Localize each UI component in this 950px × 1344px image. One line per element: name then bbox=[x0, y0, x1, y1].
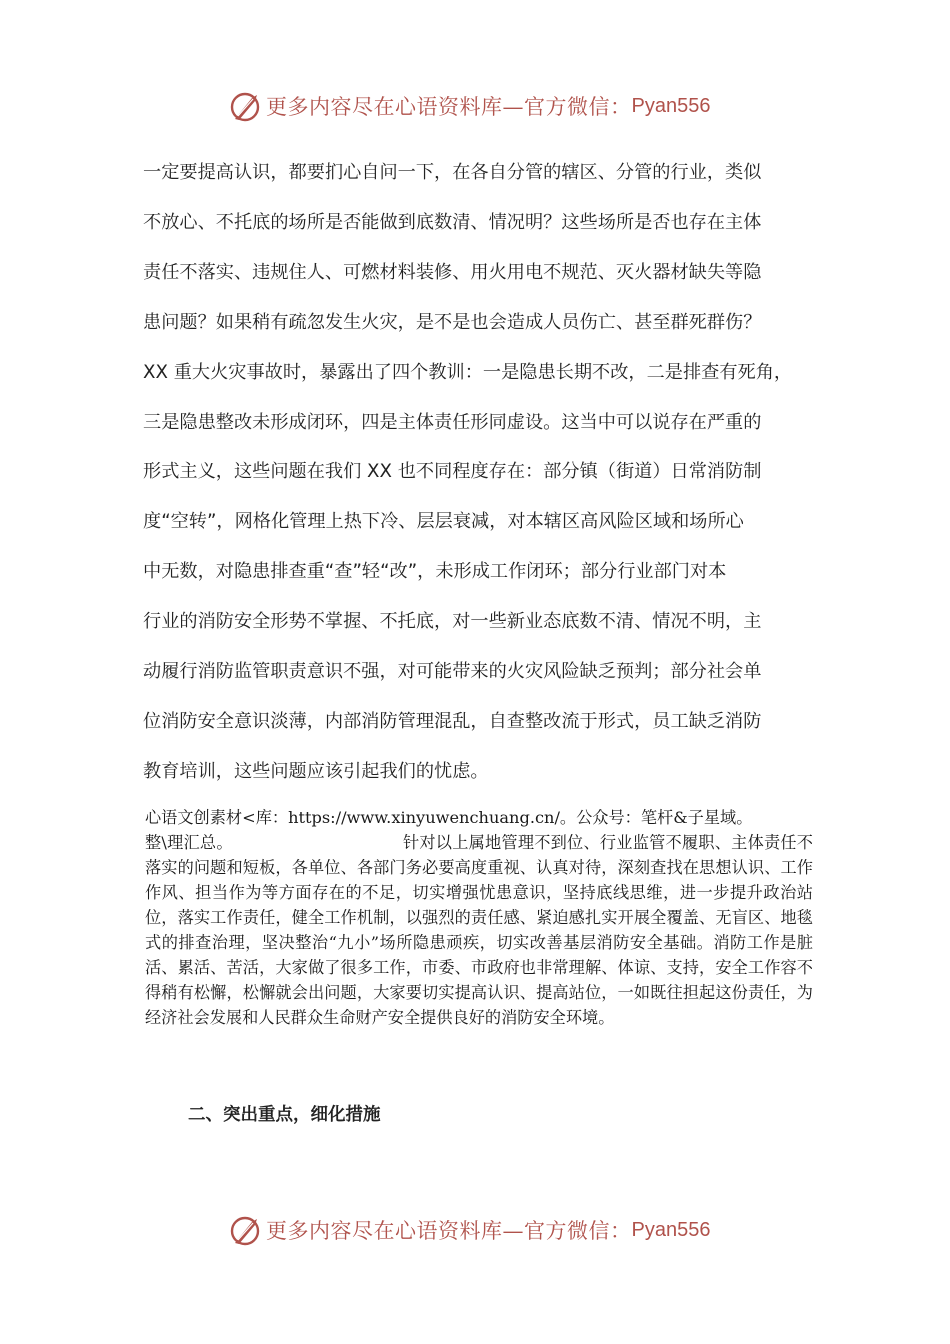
source-line: 心语文创素材<库：https://www.xinyuwenchuang.cn/。公众号：笔杆&子星域。 bbox=[145, 808, 753, 827]
source-note-block bbox=[145, 805, 813, 1030]
section-heading: 二、突出重点，细化措施 bbox=[188, 1105, 381, 1125]
body-line: 一定要提高认识，都要扪心自问一下，在各自分管的辖区、分管的行业，类似 bbox=[143, 162, 762, 183]
banner-wechat-id: Pyan556 bbox=[631, 1218, 711, 1241]
body-line: 教育培训，这些问题应该引起我们的忧虑。 bbox=[143, 760, 489, 782]
pen-logo-icon bbox=[228, 89, 262, 123]
banner-brand-text: 更多内容尽在心语资料库—官方微信： bbox=[266, 95, 632, 119]
note-paragraph: 针对以上属地管理不到位、行业监管不履职、主体责任不落实的问题和短板，各单位、各部门务必要高度重视、认真对待，深刻查找在思想认识、工作作风、担当作为等方面存在的不足，切实增强忧患意识，坚持底线思维，进一步提升政治站位，落实工作责任，健全工作机制，以强烈的责任感、紧迫感扎实开展全覆盖、无盲区、地毯式的排查治理，坚决整治“九小”场所隐患顽疾，切实改善基层消防安全基础。消防工作是脏活、累活、苦活，大家做了很多工作，市委、市政府也非常理解、体谅、支持，安全工作容不得稍有松懈，松懈就会出问题，大家要切实提高认识、提高站位，一如既往担起这份责任，为经济社会发展和人民群众生命财产安全提供良好的消防安全环境。 bbox=[145, 833, 813, 1027]
pen-logo-icon bbox=[228, 1213, 262, 1247]
body-line: 行业的消防安全形势不掌握、不托底，对一些新业态底数不清、情况不明，主 bbox=[143, 611, 762, 633]
banner-wechat-id: Pyan556 bbox=[631, 94, 711, 117]
banner-brand-text: 更多内容尽在心语资料库—官方微信： bbox=[266, 1219, 632, 1243]
body-line: 形式主义，这些问题在我们 XX 也不同程度存在：部分镇（街道）日常消防制 bbox=[143, 461, 762, 483]
body-line: 不放心、不托底的场所是否能做到底数清、情况明？这些场所是否也存在主体 bbox=[143, 211, 762, 233]
footer-banner[interactable] bbox=[228, 1210, 728, 1250]
compiled-note: 整\理汇总。 bbox=[145, 833, 233, 852]
body-line: 责任不落实、违规住人、可燃材料装修、用火用电不规范、灭火器材缺失等隐 bbox=[143, 261, 762, 283]
body-line: 中无数，对隐患排查重“查”轻“改”，未形成工作闭环；部分行业部门对本 bbox=[143, 561, 727, 583]
body-line: 动履行消防监管职责意识不强，对可能带来的火灾风险缺乏预判；部分社会单 bbox=[143, 661, 762, 683]
body-line: XX 重大火灾事故时，暴露出了四个教训：一是隐患长期不改，二是排查有死角， bbox=[143, 361, 793, 383]
body-line: 三是隐患整改未形成闭环，四是主体责任形同虚设。这当中可以说存在严重的 bbox=[143, 411, 762, 433]
header-banner[interactable] bbox=[228, 86, 728, 126]
body-line: 位消防安全意识淡薄，内部消防管理混乱，自查整改流于形式，员工缺乏消防 bbox=[143, 710, 762, 732]
body-line: 患问题？如果稍有疏忽发生火灾，是不是也会造成人员伤亡、甚至群死群伤？ bbox=[143, 311, 762, 333]
body-line: 度“空转”，网格化管理上热下冷、层层衰减，对本辖区高风险区域和场所心 bbox=[143, 511, 744, 533]
body-paragraph bbox=[143, 148, 815, 797]
